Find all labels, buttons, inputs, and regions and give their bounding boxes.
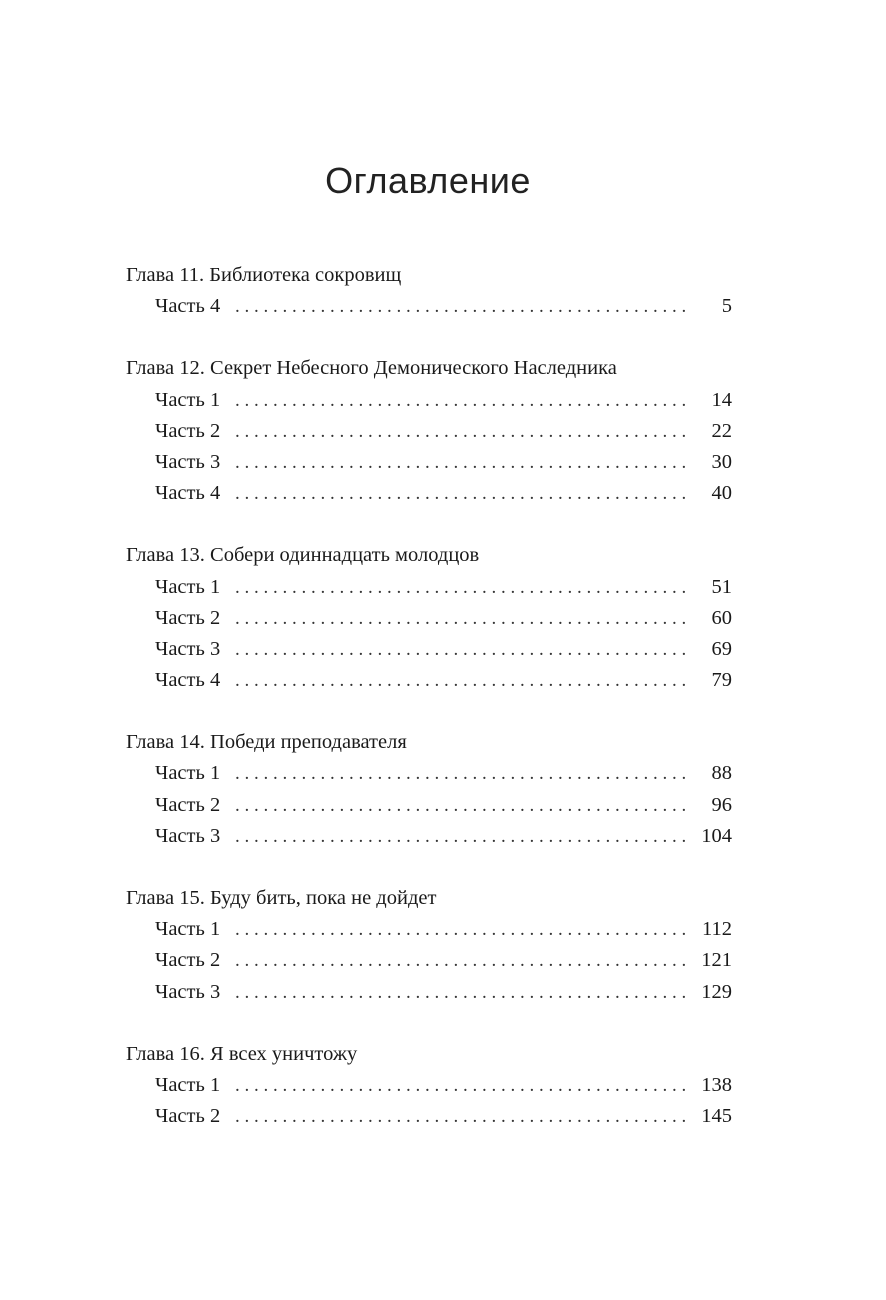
page-number: 5 <box>721 295 732 318</box>
part-label: Часть 4 <box>155 482 221 505</box>
toc-entry[interactable] <box>126 977 732 1008</box>
chapter-12 <box>126 353 732 509</box>
page-number: 79 <box>711 669 732 692</box>
toc-entry[interactable] <box>126 665 732 696</box>
chapter-16 <box>126 1039 732 1133</box>
toc-entry[interactable] <box>126 478 732 509</box>
chapter-title: Глава 12. Секрет Небесного Демонического Наследника <box>126 357 617 380</box>
part-label: Часть 3 <box>155 824 221 847</box>
part-label: Часть 1 <box>155 575 221 598</box>
page-number: 129 <box>701 980 732 1003</box>
toc-entry[interactable] <box>126 914 732 945</box>
chapter-15 <box>126 883 732 1008</box>
toc-entry[interactable] <box>126 291 732 322</box>
toc-entry[interactable] <box>126 945 732 976</box>
page-number: 88 <box>711 762 732 785</box>
part-label: Часть 2 <box>155 606 221 629</box>
page-number: 145 <box>701 1105 732 1128</box>
toc-entry[interactable] <box>126 447 732 478</box>
page-number: 22 <box>711 419 732 442</box>
toc-entry[interactable] <box>126 572 732 603</box>
part-label: Часть 2 <box>155 949 221 972</box>
page-number: 14 <box>711 388 732 411</box>
chapter-title: Глава 16. Я всех уничтожу <box>126 1042 358 1065</box>
page-number: 60 <box>711 606 732 629</box>
dot-leader <box>235 945 688 976</box>
toc-entry[interactable] <box>126 1070 732 1101</box>
toc-entry[interactable] <box>126 634 732 665</box>
part-label: Часть 1 <box>155 762 221 785</box>
dot-leader <box>235 385 688 416</box>
dot-leader <box>235 977 688 1008</box>
page-number: 104 <box>701 824 732 847</box>
table-of-contents <box>126 260 732 1163</box>
part-label: Часть 1 <box>155 388 221 411</box>
toc-entry[interactable] <box>126 603 732 634</box>
page-number: 112 <box>702 918 732 941</box>
dot-leader <box>235 572 688 603</box>
dot-leader <box>235 914 688 945</box>
part-label: Часть 3 <box>155 450 221 473</box>
dot-leader <box>235 790 688 821</box>
page-number: 40 <box>711 482 732 505</box>
toc-entry[interactable] <box>126 416 732 447</box>
toc-entry[interactable] <box>126 1101 732 1132</box>
part-label: Часть 2 <box>155 793 221 816</box>
part-label: Часть 2 <box>155 419 221 442</box>
part-label: Часть 3 <box>155 637 221 660</box>
dot-leader <box>235 291 688 322</box>
dot-leader <box>235 603 688 634</box>
page-number: 121 <box>701 949 732 972</box>
toc-entry[interactable] <box>126 758 732 789</box>
part-label: Часть 2 <box>155 1105 221 1128</box>
dot-leader <box>235 416 688 447</box>
dot-leader <box>235 821 688 852</box>
dot-leader <box>235 478 688 509</box>
page-title: Оглавление <box>325 160 531 201</box>
chapter-14 <box>126 727 732 852</box>
page-number: 96 <box>711 793 732 816</box>
chapter-title: Глава 11. Библиотека сокровищ <box>126 264 402 286</box>
part-label: Часть 4 <box>155 669 221 692</box>
part-label: Часть 1 <box>155 918 221 941</box>
chapter-title: Глава 14. Победи преподавателя <box>126 731 407 754</box>
dot-leader <box>235 1070 688 1101</box>
dot-leader <box>235 1101 688 1132</box>
toc-entry[interactable] <box>126 385 732 416</box>
page-number: 69 <box>711 637 732 660</box>
dot-leader <box>235 634 688 665</box>
toc-entry[interactable] <box>126 821 732 852</box>
page-number: 51 <box>711 575 732 598</box>
dot-leader <box>235 758 688 789</box>
toc-entry[interactable] <box>126 790 732 821</box>
dot-leader <box>235 447 688 478</box>
page-number: 138 <box>701 1073 732 1096</box>
chapter-title: Глава 15. Буду бить, пока не дойдет <box>126 887 437 909</box>
dot-leader <box>235 665 688 696</box>
chapter-13 <box>126 540 732 696</box>
part-label: Часть 4 <box>155 295 221 318</box>
part-label: Часть 3 <box>155 980 221 1003</box>
chapter-11 <box>126 260 732 322</box>
part-label: Часть 1 <box>155 1073 221 1096</box>
page-number: 30 <box>711 450 732 473</box>
chapter-title: Глава 13. Собери одиннадцать молодцов <box>126 544 480 567</box>
